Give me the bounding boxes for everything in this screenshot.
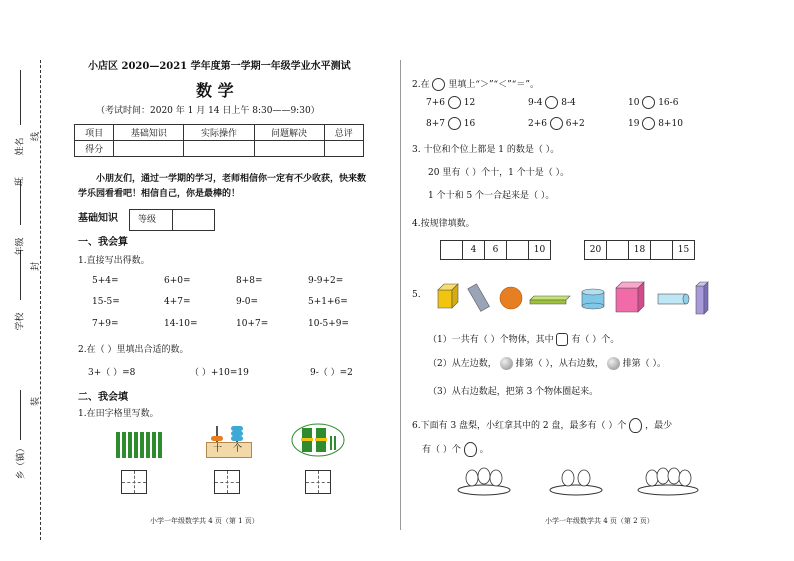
calc-2-2: 4+7= — [164, 297, 191, 307]
grade-box — [129, 209, 215, 231]
seq2-cell: 18 — [629, 241, 651, 259]
compare-circle-icon — [432, 78, 445, 91]
writing-grid-3[interactable] — [305, 470, 331, 494]
q6-l1b: ，最少 — [645, 421, 673, 431]
part2-q1-title: 1.在田字格里写数。 — [78, 409, 159, 419]
part1-title: 一、我会算 — [78, 237, 128, 248]
tall-cuboid-icon — [696, 282, 708, 314]
q6-l2a: 有（ ）个 — [422, 445, 461, 455]
compare-right: 8-4 — [561, 98, 576, 108]
cut-mark-feng: 封 — [31, 261, 42, 272]
part1-q2-title: 2.在（ ）里填出合适的数。 — [78, 345, 189, 355]
seq2-cell: 15 — [677, 245, 690, 255]
seq2-cell[interactable] — [607, 241, 629, 259]
seq2-cell[interactable] — [651, 241, 673, 259]
q2-title-end: 里填上“＞”“＜”“＝”。 — [448, 80, 539, 90]
seq1-cell: 4 — [463, 241, 485, 259]
score-cell-basic[interactable] — [114, 141, 184, 157]
sphere-icon — [500, 287, 522, 309]
sequence-2 — [584, 240, 695, 260]
q5-label: 5. — [412, 290, 421, 300]
subject-title: 数 学 — [196, 81, 234, 100]
compare-right: 8+10 — [658, 119, 683, 129]
fill-item-1: 3+（ ）=8 — [88, 368, 136, 378]
q6-line-2 — [422, 442, 489, 457]
compare-row-2c — [628, 117, 683, 130]
calc-3-3: 10+7= — [236, 319, 269, 329]
sequence-1 — [440, 240, 551, 260]
compare-right: 12 — [463, 98, 476, 108]
calc-3-4: 10-5+9= — [308, 319, 350, 329]
fill-item-2: （ ）+10=19 — [190, 368, 249, 378]
compare-left: 2+6 — [528, 119, 547, 129]
calc-1-4: 9-9+2= — [308, 276, 344, 286]
pear-icon — [464, 442, 477, 457]
compare-blank[interactable] — [448, 117, 461, 130]
calc-2-3: 9-0= — [236, 297, 259, 307]
fill-item-3: 9-（ ）=2 — [310, 368, 353, 378]
compare-blank[interactable] — [642, 96, 655, 109]
compare-right: 6+2 — [565, 119, 585, 129]
flat-cuboid-icon — [530, 296, 570, 300]
compare-row-2 — [426, 117, 475, 130]
plate-1 — [458, 468, 510, 495]
binding-label-grade: 年级 — [15, 237, 26, 256]
q5-l2b: 排第（ ），从右边数， — [515, 359, 604, 369]
compare-blank[interactable] — [550, 117, 563, 130]
part1-q1-title: 1.直接写出得数。 — [78, 256, 150, 266]
intro-text: 小朋友们，通过一学期的学习，老师相信你一定有不少收获，快来数学乐园看看吧！相信自己，你是最棒的！ — [78, 174, 367, 199]
compare-left: 9-4 — [528, 98, 543, 108]
seq1-cell: 6 — [485, 241, 507, 259]
short-cylinder-icon — [582, 289, 604, 309]
seq1-cell[interactable] — [507, 241, 529, 259]
page-divider — [400, 60, 401, 530]
compare-left: 10 — [628, 98, 640, 108]
compare-blank[interactable] — [545, 96, 558, 109]
grade-blank — [20, 180, 21, 225]
grade-label: 等级 — [138, 215, 157, 225]
pear-icon — [629, 418, 642, 433]
score-header-basic: 基础知识 — [114, 125, 184, 141]
horizontal-cylinder-icon — [658, 294, 689, 304]
q5-line-2 — [428, 357, 666, 370]
compare-left: 8+7 — [426, 119, 445, 129]
ball-icon — [500, 357, 513, 370]
compare-right: 16 — [463, 119, 476, 129]
q5-l1a: （1）一共有（ ）个物体，其中 — [428, 335, 554, 345]
score-table — [74, 124, 364, 157]
exam-time: （考试时间：2020 年 1 月 14 日上午 8:30——9:30） — [96, 106, 320, 116]
school-blank — [20, 250, 21, 300]
q4-title: 4.按规律填数。 — [412, 219, 475, 229]
score-header-practice: 实际操作 — [184, 125, 254, 141]
ball-icon — [607, 357, 620, 370]
score-cell-problem[interactable] — [254, 141, 324, 157]
compare-row-2b — [528, 117, 585, 130]
pink-cube-icon — [616, 282, 644, 312]
q5-l2a: （2）从左边数， — [428, 359, 497, 369]
cylinder-icon — [556, 333, 568, 346]
score-cell-total[interactable] — [324, 141, 363, 157]
q3-line-2: 1 个十和 5 个一合起来是（ ）。 — [428, 191, 555, 201]
binding-label-school: 学校 — [15, 312, 26, 331]
plate-2 — [550, 470, 602, 495]
abacus-label-ones: 个 — [233, 444, 243, 454]
plates-image — [456, 458, 706, 498]
grade-value-cell[interactable] — [172, 210, 214, 230]
binding-label-name: 姓名 — [15, 137, 26, 156]
township-blank — [20, 390, 21, 440]
q5-line-3: （3）从右边数起，把第 3 个物体圈起来。 — [428, 387, 599, 397]
calc-2-4: 5+1+6= — [308, 297, 348, 307]
score-row-label: 得分 — [75, 141, 114, 157]
binding-label-township: 乡（镇） — [16, 443, 27, 480]
cube-icon — [438, 284, 458, 308]
name-blank — [20, 70, 21, 125]
calc-1-2: 6+0= — [164, 276, 191, 286]
abacus-label-tens: 十 — [213, 444, 223, 454]
q5-l1b: 有（ ）个。 — [571, 335, 620, 345]
part2-title: 二、我会填 — [78, 392, 128, 403]
solids-image — [432, 280, 722, 316]
calc-1-3: 8+8= — [236, 276, 263, 286]
calc-3-1: 7+9= — [92, 319, 119, 329]
score-header-problem: 问题解决 — [254, 125, 324, 141]
exam-title: 小店区 2020—2021 学年度第一学期一年级学业水平测试 — [88, 61, 351, 72]
section-basic-label: 基础知识 — [78, 213, 118, 224]
cut-mark-zhuang: 装 — [31, 396, 42, 407]
stick-bundles-image — [290, 422, 346, 458]
seq2-cell: 20 — [585, 241, 607, 259]
compare-blank[interactable] — [642, 117, 655, 130]
compare-right: 16-6 — [658, 98, 679, 108]
q5-l2c: 排第（ ）。 — [622, 359, 666, 369]
q2-title-start: 2.在 — [412, 80, 430, 90]
compare-row-1b — [528, 96, 576, 109]
tilted-cylinder-icon — [468, 284, 490, 312]
calc-1-1: 5+4= — [92, 276, 119, 286]
score-cell-practice[interactable] — [184, 141, 254, 157]
cut-mark-xian: 线 — [31, 131, 42, 142]
q6-l2b: 。 — [479, 445, 489, 455]
compare-left: 7+6 — [426, 98, 445, 108]
footer-left: 小学一年级数学共 4 页（第 1 页） — [150, 517, 259, 525]
writing-grid-2[interactable] — [214, 470, 240, 494]
plate-3 — [638, 468, 698, 495]
score-header-item: 项目 — [75, 125, 114, 141]
seq1-cell[interactable] — [441, 241, 463, 259]
calc-2-1: 15-5= — [92, 297, 120, 307]
q6-l1a: 6.下面有 3 盘梨，小红拿其中的 2 盘，最多有（ ）个 — [412, 421, 627, 431]
compare-row-1c — [628, 96, 678, 109]
q3-title: 3. 十位和个位上都是 1 的数是（ ）。 — [412, 145, 560, 155]
score-header-total: 总评 — [324, 125, 363, 141]
compare-row-1 — [426, 96, 475, 109]
binding-label-class: 班 — [15, 176, 26, 187]
q6-line-1 — [412, 418, 672, 433]
abacus-image — [206, 422, 252, 458]
q3-line-1: 20 里有（ ）个十，1 个十是（ ）。 — [428, 168, 570, 178]
seq1-cell: 10 — [533, 245, 546, 255]
q5-line-1 — [428, 333, 619, 346]
calc-3-2: 14-10= — [164, 319, 198, 329]
q2-title — [412, 78, 539, 91]
compare-left: 19 — [628, 119, 640, 129]
footer-right: 小学一年级数学共 4 页（第 2 页） — [545, 517, 654, 525]
writing-grid-1[interactable] — [121, 470, 147, 494]
sticks-image — [114, 430, 170, 460]
compare-blank[interactable] — [448, 96, 461, 109]
